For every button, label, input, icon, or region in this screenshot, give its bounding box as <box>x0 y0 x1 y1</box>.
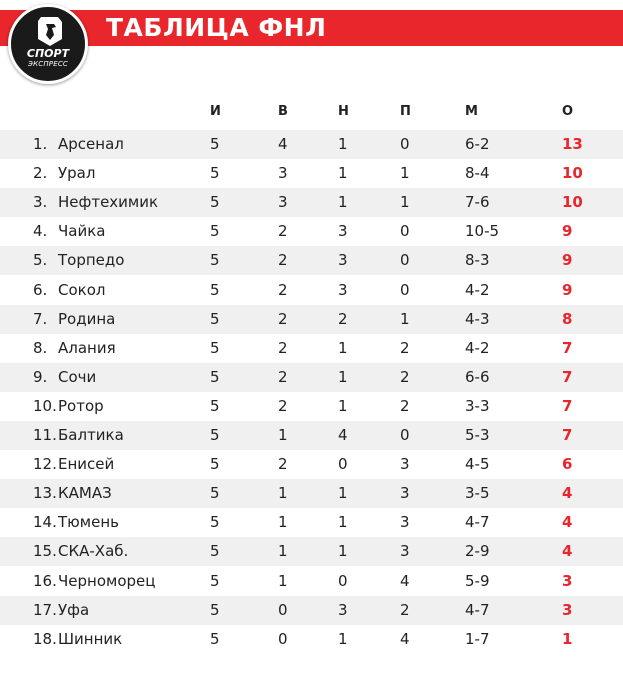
col-header-goals: М <box>465 104 478 119</box>
position-cell: 2. <box>33 164 48 183</box>
games-cell: 5 <box>210 164 220 183</box>
points-cell: 4 <box>562 513 573 532</box>
position-cell: 16. <box>33 571 57 590</box>
draws-cell: 4 <box>338 426 348 444</box>
wins-cell: 2 <box>278 309 288 328</box>
table-row <box>0 276 623 305</box>
goals-cell: 5-3 <box>465 426 490 444</box>
draws-cell: 3 <box>338 280 348 299</box>
points-cell: 4 <box>562 484 573 503</box>
draws-cell: 1 <box>338 367 348 386</box>
games-cell: 5 <box>210 426 220 444</box>
losses-cell: 3 <box>400 513 410 532</box>
losses-cell: 3 <box>400 455 410 474</box>
table-row <box>0 479 623 508</box>
position-cell: 17. <box>33 600 57 619</box>
position-cell: 7. <box>33 309 48 328</box>
table-row <box>0 537 623 566</box>
team-name-cell: Сокол <box>58 280 106 299</box>
goals-cell: 7-6 <box>465 193 490 212</box>
points-cell: 6 <box>562 455 573 474</box>
position-cell: 14. <box>33 513 57 532</box>
games-cell: 5 <box>210 629 220 648</box>
wins-cell: 2 <box>278 338 288 357</box>
table-row <box>0 508 623 537</box>
position-cell: 8. <box>33 338 48 357</box>
table-row <box>0 363 623 392</box>
draws-cell: 3 <box>338 251 348 270</box>
games-cell: 5 <box>210 193 220 212</box>
points-cell: 8 <box>562 309 573 328</box>
position-cell: 1. <box>33 135 48 153</box>
losses-cell: 2 <box>400 367 410 386</box>
games-cell: 5 <box>210 600 220 619</box>
position-cell: 18. <box>33 629 57 648</box>
points-cell: 10 <box>562 164 583 183</box>
team-name-cell: Чайка <box>58 222 106 241</box>
losses-cell: 3 <box>400 542 410 561</box>
points-cell: 4 <box>562 542 573 561</box>
draws-cell: 1 <box>338 135 348 153</box>
draws-cell: 1 <box>338 396 348 415</box>
wins-cell: 0 <box>278 600 288 619</box>
position-cell: 4. <box>33 222 48 241</box>
logo-text-top: СПОРТ <box>26 47 70 60</box>
position-cell: 9. <box>33 367 48 386</box>
points-cell: 9 <box>562 251 573 270</box>
col-header-points: О <box>562 104 574 119</box>
position-cell: 5. <box>33 251 48 270</box>
team-name-cell: Енисей <box>58 455 115 474</box>
position-cell: 6. <box>33 280 48 299</box>
team-name-cell: Балтика <box>58 426 124 444</box>
wins-cell: 3 <box>278 164 288 183</box>
logo-text-bottom: ЭКСПРЕСС <box>27 60 69 68</box>
losses-cell: 0 <box>400 222 410 241</box>
wins-cell: 4 <box>278 135 288 153</box>
position-cell: 11. <box>33 426 57 444</box>
losses-cell: 0 <box>400 426 410 444</box>
draws-cell: 1 <box>338 338 348 357</box>
team-name-cell: Урал <box>58 164 96 183</box>
draws-cell: 3 <box>338 600 348 619</box>
goals-cell: 8-3 <box>465 251 490 270</box>
games-cell: 5 <box>210 513 220 532</box>
wins-cell: 2 <box>278 251 288 270</box>
wins-cell: 1 <box>278 571 288 590</box>
points-cell: 3 <box>562 571 573 590</box>
team-name-cell: Ротор <box>58 396 104 415</box>
wins-cell: 2 <box>278 396 288 415</box>
losses-cell: 1 <box>400 309 410 328</box>
draws-cell: 3 <box>338 222 348 241</box>
table-row <box>0 567 623 596</box>
draws-cell: 1 <box>338 193 348 212</box>
points-cell: 7 <box>562 426 573 444</box>
table-row <box>0 392 623 421</box>
losses-cell: 2 <box>400 396 410 415</box>
losses-cell: 2 <box>400 338 410 357</box>
position-cell: 12. <box>33 455 57 474</box>
table-row <box>0 421 623 450</box>
goals-cell: 4-7 <box>465 600 490 619</box>
goals-cell: 3-3 <box>465 396 490 415</box>
team-name-cell: Арсенал <box>58 135 124 153</box>
losses-cell: 2 <box>400 600 410 619</box>
team-name-cell: Тюмень <box>58 513 119 532</box>
games-cell: 5 <box>210 571 220 590</box>
losses-cell: 3 <box>400 484 410 503</box>
points-cell: 9 <box>562 222 573 241</box>
position-cell: 10. <box>33 396 57 415</box>
games-cell: 5 <box>210 222 220 241</box>
goals-cell: 5-9 <box>465 571 490 590</box>
games-cell: 5 <box>210 396 220 415</box>
games-cell: 5 <box>210 135 220 153</box>
draws-cell: 1 <box>338 629 348 648</box>
wins-cell: 3 <box>278 193 288 212</box>
points-cell: 3 <box>562 600 573 619</box>
wins-cell: 2 <box>278 455 288 474</box>
wins-cell: 1 <box>278 484 288 503</box>
wins-cell: 1 <box>278 426 288 444</box>
title-bar <box>0 10 623 46</box>
table-row <box>0 450 623 479</box>
draws-cell: 2 <box>338 309 348 328</box>
sport-express-logo <box>8 4 88 84</box>
team-name-cell: Черноморец <box>58 571 156 590</box>
wins-cell: 2 <box>278 280 288 299</box>
table-row <box>0 159 623 188</box>
goals-cell: 3-5 <box>465 484 490 503</box>
points-cell: 13 <box>562 135 583 153</box>
team-name-cell: Алания <box>58 338 116 357</box>
goals-cell: 6-6 <box>465 367 490 386</box>
sport-express-logo-icon <box>36 15 64 47</box>
col-header-draws: Н <box>338 104 349 119</box>
draws-cell: 1 <box>338 164 348 183</box>
goals-cell: 4-5 <box>465 455 490 474</box>
losses-cell: 4 <box>400 629 410 648</box>
col-header-games: И <box>210 104 221 119</box>
table-row <box>0 334 623 363</box>
table-row <box>0 130 623 159</box>
team-name-cell: Шинник <box>58 629 123 648</box>
team-name-cell: Уфа <box>58 600 90 619</box>
losses-cell: 0 <box>400 280 410 299</box>
draws-cell: 1 <box>338 513 348 532</box>
team-name-cell: КАМАЗ <box>58 484 112 503</box>
games-cell: 5 <box>210 251 220 270</box>
points-cell: 7 <box>562 338 573 357</box>
goals-cell: 4-2 <box>465 338 490 357</box>
wins-cell: 1 <box>278 542 288 561</box>
table-row <box>0 625 623 654</box>
goals-cell: 1-7 <box>465 629 490 648</box>
goals-cell: 4-2 <box>465 280 490 299</box>
losses-cell: 0 <box>400 135 410 153</box>
team-name-cell: Сочи <box>58 367 97 386</box>
team-name-cell: СКА-Хаб. <box>58 542 129 561</box>
table-row <box>0 305 623 334</box>
table-row <box>0 246 623 275</box>
games-cell: 5 <box>210 484 220 503</box>
team-name-cell: Родина <box>58 309 116 328</box>
wins-cell: 1 <box>278 513 288 532</box>
team-name-cell: Нефтехимик <box>58 193 159 212</box>
goals-cell: 4-7 <box>465 513 490 532</box>
losses-cell: 0 <box>400 251 410 270</box>
goals-cell: 4-3 <box>465 309 490 328</box>
points-cell: 7 <box>562 396 573 415</box>
wins-cell: 0 <box>278 629 288 648</box>
losses-cell: 1 <box>400 164 410 183</box>
table-row <box>0 596 623 625</box>
goals-cell: 8-4 <box>465 164 490 183</box>
draws-cell: 1 <box>338 484 348 503</box>
table-row <box>0 188 623 217</box>
draws-cell: 0 <box>338 455 348 474</box>
team-name-cell: Торпедо <box>58 251 125 270</box>
wins-cell: 2 <box>278 222 288 241</box>
games-cell: 5 <box>210 338 220 357</box>
games-cell: 5 <box>210 455 220 474</box>
goals-cell: 10-5 <box>465 222 500 241</box>
games-cell: 5 <box>210 280 220 299</box>
goals-cell: 2-9 <box>465 542 490 561</box>
games-cell: 5 <box>210 542 220 561</box>
col-header-wins: В <box>278 104 288 119</box>
points-cell: 7 <box>562 367 573 386</box>
draws-cell: 0 <box>338 571 348 590</box>
table-row <box>0 217 623 246</box>
goals-cell: 6-2 <box>465 135 490 153</box>
position-cell: 13. <box>33 484 57 503</box>
points-cell: 10 <box>562 193 583 212</box>
points-cell: 1 <box>562 629 573 648</box>
losses-cell: 4 <box>400 571 410 590</box>
position-cell: 15. <box>33 542 57 561</box>
page-title: ТАБЛИЦА ФНЛ <box>106 13 327 42</box>
games-cell: 5 <box>210 309 220 328</box>
games-cell: 5 <box>210 367 220 386</box>
losses-cell: 1 <box>400 193 410 212</box>
position-cell: 3. <box>33 193 48 212</box>
points-cell: 9 <box>562 280 573 299</box>
draws-cell: 1 <box>338 542 348 561</box>
col-header-losses: П <box>400 104 411 119</box>
wins-cell: 2 <box>278 367 288 386</box>
